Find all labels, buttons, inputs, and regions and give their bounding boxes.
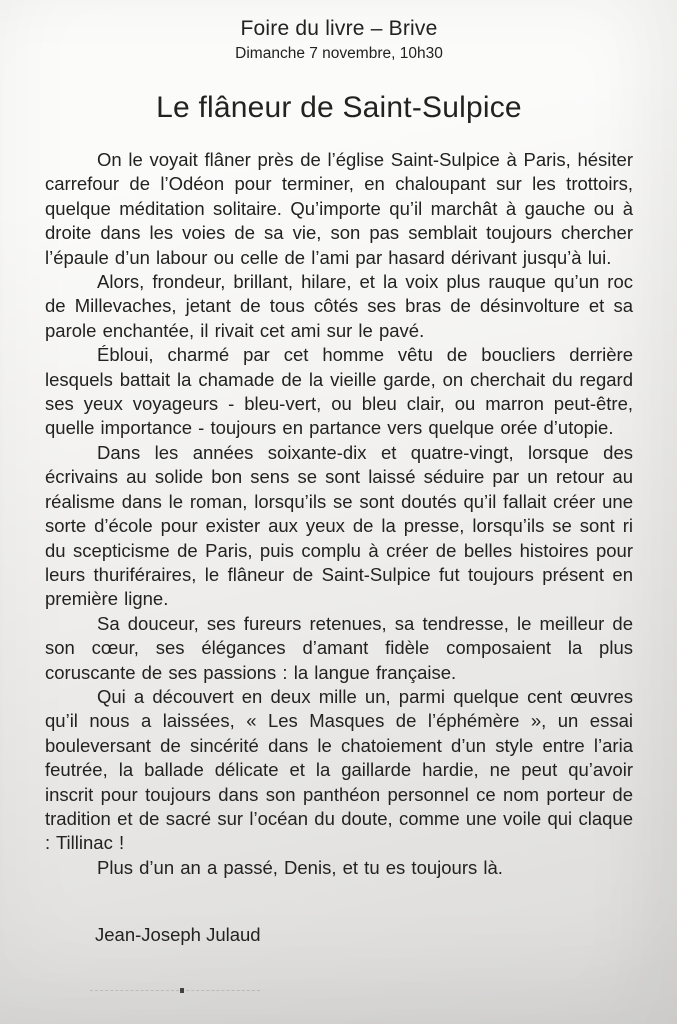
body-text: [45, 148, 633, 880]
signature: Jean-Joseph Julaud: [95, 924, 261, 946]
paragraph: Sa douceur, ses fureurs retenues, sa tendresse, le meilleur de son cœur, ses élégances d’amant fidèle composaient la plus coruscante de ses passions : la langue française.: [45, 612, 633, 683]
event-title: Foire du livre – Brive: [240, 17, 438, 40]
paragraph: Qui a découvert en deux mille un, parmi quelque cent œuvres qu’il nous a laissées, « Les Masques de l’éphémère », un essai bouleversant de sincérité dans le chatoiement d’un style entre l’aria feutrée, la ballade délicate et la gaillarde hardie, ne peut qu’avoir inscrit pour toujours dans son panthéon personnel ce nom porteur de tradition et de sacré sur l’océan du doute, comme une voile qui claque : Tillinac !: [45, 685, 633, 854]
paragraph: Ébloui, charmé par cet homme vêtu de boucliers derrière lesquels battait la chamade de la vieille garde, on cherchait du regard ses yeux voyageurs - bleu-vert, ou bleu clair, ou marron peut-être, quelle importance - toujours en partance vers quelque orée d’utopie.: [45, 344, 633, 439]
paper-scratch-artifact: [90, 990, 260, 992]
paragraph: Alors, frondeur, brillant, hilare, et la voix plus rauque qu’un roc de Millevaches, jetant de tous côtés ses bras de désinvolture et sa parole enchantée, il rivait cet ami sur le pavé.: [45, 271, 633, 341]
paragraph: On le voyait flâner près de l’église Saint-Sulpice à Paris, hésiter carrefour de l’Odéon pour terminer, en chaloupant sur les trottoirs, quelque méditation solitaire. Qu’importe qu’il marchât à gauche ou à droite dans les voies de sa vie, son pas semblait toujours chercher l’épaule d’un labour ou celle de l’ami par hasard dérivant jusqu’à lui.: [45, 149, 633, 268]
paragraph: Plus d’un an a passé, Denis, et tu es toujours là.: [97, 856, 503, 878]
paper-mark-artifact: [180, 988, 184, 993]
paragraph: Dans les années soixante-dix et quatre-vingt, lorsque des écrivains au solide bon sens se sont laissé séduire par un retour au réalisme dans le roman, lorsqu’ils se sont doutés qu’il fallait créer une sorte d’école pour exister aux yeux de la presse, lorsqu’ils se sont ri du scepticisme de Paris, puis complu à créer de belles histoires pour leurs thuriféraires, le flâneur de Saint-Sulpice fut toujours présent en première ligne.: [45, 441, 633, 610]
page-title: Le flâneur de Saint-Sulpice: [156, 91, 522, 124]
event-datetime: Dimanche 7 novembre, 10h30: [235, 45, 443, 62]
